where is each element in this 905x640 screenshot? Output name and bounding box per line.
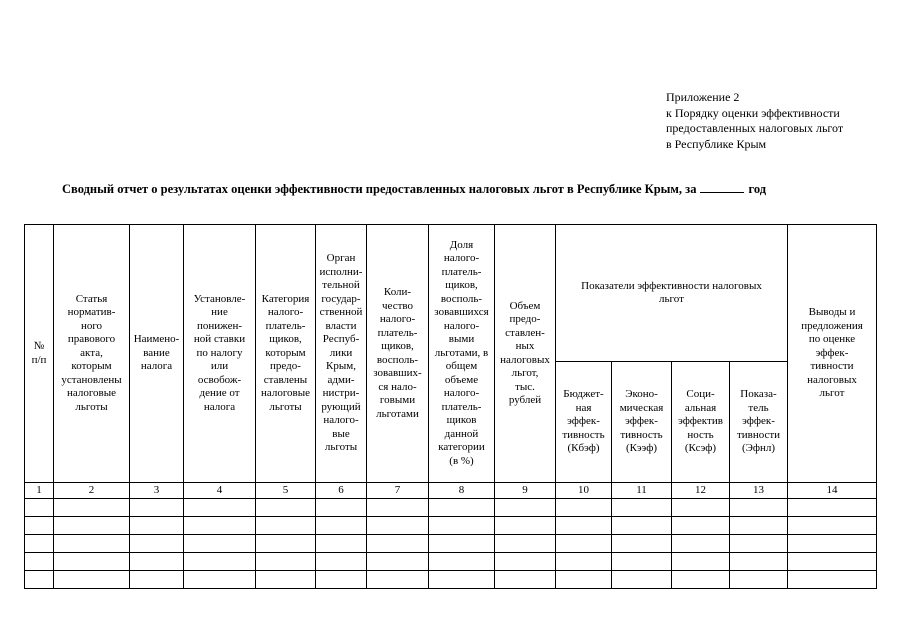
header-efficiency-indicators: Показатели эффективности налоговых льгот: [556, 225, 788, 362]
report-table: [24, 224, 877, 589]
subheader-social-efficiency: Соци- альная эффектив ность (Ксэф): [672, 362, 730, 483]
column-number: 4: [184, 483, 256, 499]
header-benefit-volume: Объем предо- ставлен- ных налоговых льгот, тыс. рублей: [495, 225, 556, 483]
column-number: 3: [130, 483, 184, 499]
header-taxpayer-share: Доля налого- платель- щиков, восполь- зовавшихся налого- выми льготами, в общем объеме налого- платель- щиков данной категории (в %): [429, 225, 495, 483]
header-tax-name: Наимено- вание налога: [130, 225, 184, 483]
report-title-text: Сводный отчет о результатах оценки эффективности предоставленных налоговых льгот в Республике Крым, за: [62, 182, 697, 196]
appendix-line: к Порядку оценки эффективности: [666, 105, 840, 120]
appendix-block: [666, 90, 843, 152]
column-number: 10: [556, 483, 612, 499]
column-number: 14: [788, 483, 877, 499]
header-taxpayer-category: Категория налого- платель- щиков, которым предо- ставлены налоговые льготы: [256, 225, 316, 483]
table-row: [25, 499, 877, 517]
header-executive-body: Орган исполни- тельной государ- ственной власти Респуб- лики Крым, адми- нистри- рующий налого- вые льготы: [316, 225, 367, 483]
subheader-budget-efficiency: Бюджет- ная эффек- тивность (Кбэф): [556, 362, 612, 483]
subheader-economic-efficiency: Эконо- мическая эффек- тивность (Кээф): [612, 362, 672, 483]
column-number: 12: [672, 483, 730, 499]
table-row: [25, 535, 877, 553]
appendix-line: в Республике Крым: [666, 136, 767, 151]
column-number: 1: [25, 483, 54, 499]
subheader-efficiency-index: Показа- тель эффек- тивности (Эфнл): [730, 362, 788, 483]
header-article: Статья норматив- ного правового акта, которым установлены налоговые льготы: [54, 225, 130, 483]
column-number: 13: [730, 483, 788, 499]
header-number: № п/п: [25, 225, 54, 483]
column-number: 7: [367, 483, 429, 499]
column-number: 9: [495, 483, 556, 499]
column-number: 2: [54, 483, 130, 499]
column-number: 6: [316, 483, 367, 499]
header-rate-reduction: Установле- ние понижен- ной ставки по налогу или освобож- дение от налога: [184, 225, 256, 483]
year-blank: [700, 180, 744, 193]
header-taxpayer-count: Коли- чество налого- платель- щиков, восполь- зовавших- ся нало- говыми льготами: [367, 225, 429, 483]
appendix-line: предоставленных налоговых льгот: [666, 121, 844, 135]
column-number: 8: [429, 483, 495, 499]
table-row: [25, 553, 877, 571]
year-label: год: [748, 182, 767, 196]
column-number: 11: [612, 483, 672, 499]
report-title: [62, 180, 766, 197]
column-number: 5: [256, 483, 316, 499]
column-number-row: [25, 483, 877, 499]
table-row: [25, 517, 877, 535]
appendix-line: Приложение 2: [666, 90, 740, 104]
table-row: [25, 571, 877, 589]
header-conclusions: Выводы и предложения по оценке эффек- тивности налоговых льгот: [788, 225, 877, 483]
table-header-row: [25, 225, 877, 362]
